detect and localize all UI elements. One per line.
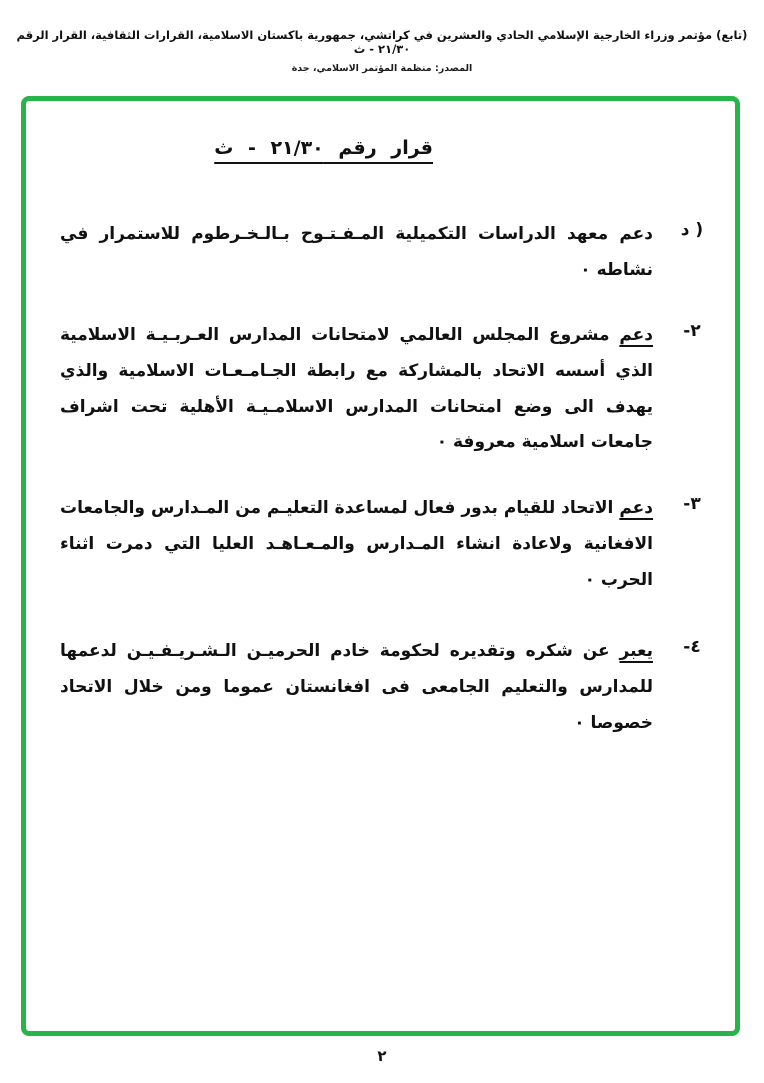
header-line1: (تابع) مؤتمر وزراء الخارجية الإسلامي الحادي والعشرين في كراتشي، جمهورية باكستان الاسلامية، القرارات الثقافية، القرار الرقم ٢١/٣٠ - ث (16, 28, 748, 56)
list-item-2 (60, 318, 719, 461)
item-lead: دعم (619, 498, 653, 519)
item-rest: عن شكره وتقديره لحكومة خادم الحرميـن الـشـريـفـيـن لدعمها للمدارس والتعليم الجامعى فى افغانستان عموما ومن خلال الاتحاد خصوصا ٠ (60, 641, 653, 733)
item-lead: دعم (619, 224, 654, 244)
item-text (60, 491, 653, 598)
item-rest: معهد الدراسات التكميلية المـفـتـوح بـالـخـرطوم للاستمرار في نشاطه ٠ (60, 224, 653, 280)
page-number: ٢ (377, 1047, 387, 1065)
decree-title: قرار رقم ٢١/٣٠ - ث (214, 137, 433, 159)
item-text (60, 634, 653, 741)
page-header (10, 28, 754, 74)
list-item-d (60, 217, 719, 288)
content-frame (21, 96, 740, 1036)
item-marker: د ) (680, 220, 704, 240)
list-item-4 (60, 634, 719, 741)
list-item-3 (60, 491, 719, 598)
item-text (60, 318, 653, 461)
item-marker: -٢ (683, 321, 701, 342)
item-lead: يعبر (619, 641, 653, 662)
item-text (60, 217, 653, 288)
item-rest: الاتحاد للقيام بدور فعال لمساعدة التعليـم من المـدارس والجامعات الافغانية ولاعادة انشاء المـدارس والمـعـاهـد العليا التي دمرت اثناء الحرب ٠ (60, 498, 653, 590)
item-lead: دعم (619, 325, 654, 346)
header-source-line: المصدر: منظمة المؤتمر الاسلامي، جدة (291, 63, 473, 74)
item-rest: مشروع المجلس العالمي لامتحانات المدارس العـربـيـة الاسلامية الذي أسسه الاتحاد بالمشاركة مع رابطة الجـامـعـات الاسلامية والذي يهدف الى وضع امتحانات المدارس الاسلامـيـة الأهلية تحت اشراف جامعات اسلامية معروفة ٠ (60, 325, 653, 453)
item-marker: -٤ (683, 637, 701, 658)
item-marker: -٣ (683, 494, 701, 515)
